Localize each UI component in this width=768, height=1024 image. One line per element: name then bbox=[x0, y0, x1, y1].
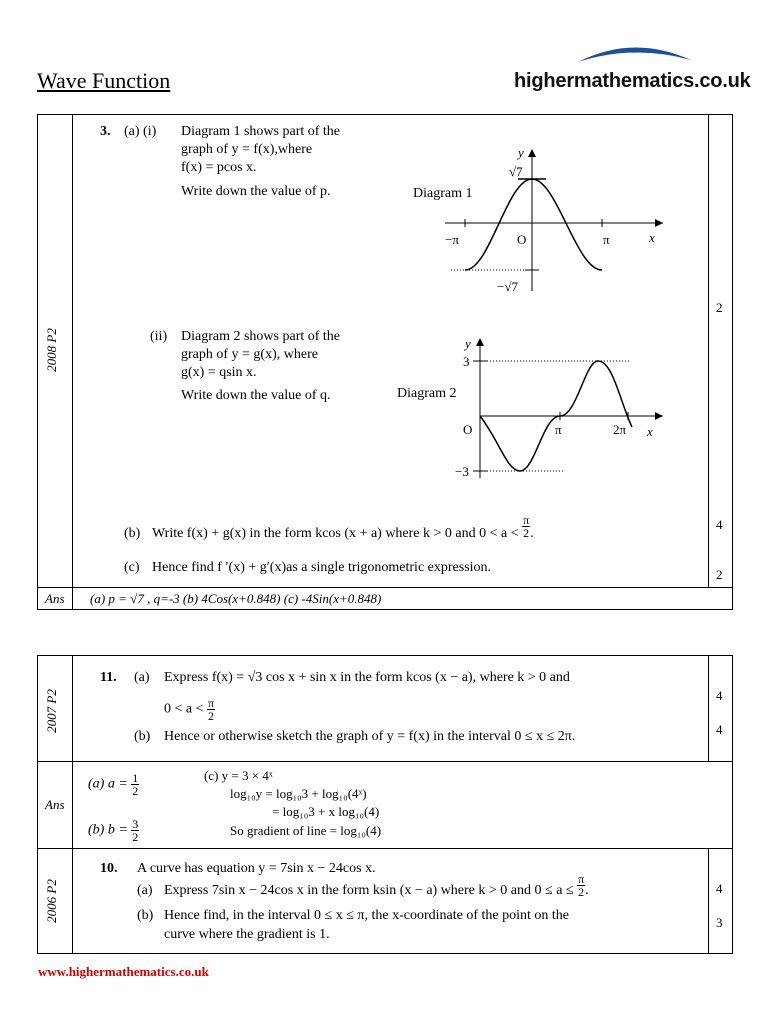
year-label: 2007 P2 bbox=[44, 689, 59, 733]
part-a-body: Express 7sin x − 24cos x in the form ksin (x − a) where k > 0 and 0 ≤ a ≤ bbox=[164, 883, 574, 898]
part-a-i-line: f(x) = pcos x. bbox=[181, 160, 257, 175]
year-column-divider bbox=[72, 655, 73, 953]
mark: 4 bbox=[716, 688, 723, 703]
part-a-i-tag: (a) (i) bbox=[124, 124, 157, 139]
answer-c-line: log₁₀y = log₁₀3 + log₁₀(4ˣ) bbox=[230, 786, 367, 801]
diagram-2 bbox=[395, 332, 675, 480]
min-label: −√7 bbox=[497, 279, 518, 294]
part-b-tag: (b) bbox=[137, 908, 154, 923]
max-label: 3 bbox=[463, 354, 470, 369]
part-a-ii-line: graph of y = g(x), where bbox=[181, 347, 318, 362]
page-title: Wave Function bbox=[37, 68, 171, 93]
footer-url[interactable]: www.highermathematics.co.uk bbox=[38, 964, 209, 979]
cosine-curve bbox=[465, 179, 602, 270]
part-b-line2: curve where the gradient is 1. bbox=[164, 927, 330, 942]
max-label: √7 bbox=[509, 164, 523, 179]
pi-label: π bbox=[555, 422, 562, 437]
fraction: $\frac{\pi}{2}$ bbox=[578, 872, 585, 900]
diagram-1 bbox=[405, 143, 675, 295]
part-a-text: Express f(x) = √3 cos x + sin x in the form kcos (x − a), where k > 0 and bbox=[164, 670, 570, 685]
question-number: 3. bbox=[100, 124, 111, 139]
min-label: −3 bbox=[455, 464, 469, 479]
fraction: $\frac{3}{2}$ bbox=[132, 817, 139, 844]
answer-c-line: (c) y = 3 × 4ˣ bbox=[204, 768, 273, 783]
logo-text: highermathematics.co.uk bbox=[514, 70, 751, 92]
y-axis-label: y bbox=[465, 336, 471, 351]
mark: 2 bbox=[716, 300, 723, 315]
question-intro: A curve has equation y = 7sin x − 24cos x. bbox=[137, 861, 376, 876]
part-a-ii-line: g(x) = qsin x. bbox=[181, 365, 257, 380]
answer-row-divider bbox=[37, 587, 732, 588]
pi-label: π bbox=[603, 232, 610, 247]
answer-b: (b) b = $\frac{3}{2}$ bbox=[88, 817, 139, 844]
fraction: $\frac{1}{2}$ bbox=[132, 771, 139, 798]
part-c-tag: (c) bbox=[124, 560, 140, 575]
two-pi-label: 2π bbox=[613, 422, 627, 437]
fraction: $\frac{\pi}{2}$ bbox=[208, 696, 215, 723]
origin-label: O bbox=[517, 232, 527, 247]
section-divider bbox=[37, 848, 732, 849]
answer-label: Ans bbox=[45, 591, 65, 606]
part-c-text: Hence find f ′(x) + g′(x)as a single trigonometric expression. bbox=[152, 560, 492, 575]
part-b-text: Hence find, in the interval 0 ≤ x ≤ π, the x-coordinate of the point on the bbox=[164, 908, 569, 923]
part-a-tag: (a) bbox=[137, 883, 153, 898]
part-a-ii-tag: (ii) bbox=[150, 329, 168, 344]
logo-arc-icon bbox=[573, 38, 693, 68]
answer-row-divider bbox=[37, 761, 732, 762]
origin-label: O bbox=[463, 422, 473, 437]
part-b-tag: (b) bbox=[124, 526, 141, 541]
x-axis-label: x bbox=[649, 230, 655, 245]
y-axis-label: y bbox=[518, 145, 524, 160]
neg-pi-label: −π bbox=[445, 232, 459, 247]
answer-c-line: So gradient of line = log₁₀(4) bbox=[230, 823, 382, 838]
mark: 4 bbox=[716, 517, 723, 532]
answer-label: Ans bbox=[45, 797, 65, 812]
part-a-i-line: Diagram 1 shows part of the bbox=[181, 124, 341, 139]
part-a-i-line: graph of y = f(x),where bbox=[181, 142, 313, 157]
year-label: 2006 P2 bbox=[44, 879, 59, 923]
part-a-tag: (a) bbox=[134, 670, 150, 685]
mark: 4 bbox=[716, 881, 723, 896]
part-a-line2 bbox=[164, 697, 215, 722]
question-number: 10. bbox=[100, 861, 118, 876]
part-a-line2-body: 0 < a < bbox=[164, 701, 204, 717]
part-a-text: Express 7sin x − 24cos x in the form ksin (x − a) where k > 0 and 0 ≤ a ≤ $\frac{\pi}{2}$ . bbox=[164, 872, 589, 900]
part-a-ii-line: Diagram 2 shows part of the bbox=[181, 329, 341, 344]
mark: 3 bbox=[716, 915, 723, 930]
part-a-i-line: Write down the value of p. bbox=[181, 184, 331, 199]
answer-c-line: = log₁₀3 + x log₁₀(4) bbox=[272, 804, 380, 819]
answer-a: (a) a = $\frac{1}{2}$ bbox=[88, 771, 139, 798]
part-b-text: Hence or otherwise sketch the graph of y = f(x) in the interval 0 ≤ x ≤ 2π. bbox=[164, 729, 576, 744]
answer-text: (a) p = √7 , q=-3 (b) 4Cos(x+0.848) (c) -4Sin(x+0.848) bbox=[90, 591, 382, 606]
marks-column-divider bbox=[708, 848, 709, 953]
mark: 4 bbox=[716, 722, 723, 737]
year-column-divider bbox=[72, 114, 73, 609]
x-axis-label: x bbox=[647, 424, 653, 439]
part-b-body: Write f(x) + g(x) in the form kcos (x + a) where k > 0 and 0 < a < bbox=[152, 526, 519, 541]
part-a-ii-line: Write down the value of q. bbox=[181, 388, 331, 403]
diagram-title: Diagram 2 bbox=[397, 386, 457, 401]
part-b-tag: (b) bbox=[134, 729, 151, 744]
marks-column-divider bbox=[708, 655, 709, 761]
fraction: $\frac{\pi}{2}$ bbox=[523, 513, 530, 541]
part-b-text: Write f(x) + g(x) in the form kcos (x + a) where k > 0 and 0 < a < $\frac{\pi}{2}$ . bbox=[152, 513, 534, 541]
diagram-title: Diagram 1 bbox=[413, 186, 473, 201]
question-number: 11. bbox=[100, 670, 117, 685]
mark: 2 bbox=[716, 567, 723, 582]
year-label: 2008 P2 bbox=[44, 328, 59, 372]
marks-column-divider bbox=[708, 114, 709, 588]
